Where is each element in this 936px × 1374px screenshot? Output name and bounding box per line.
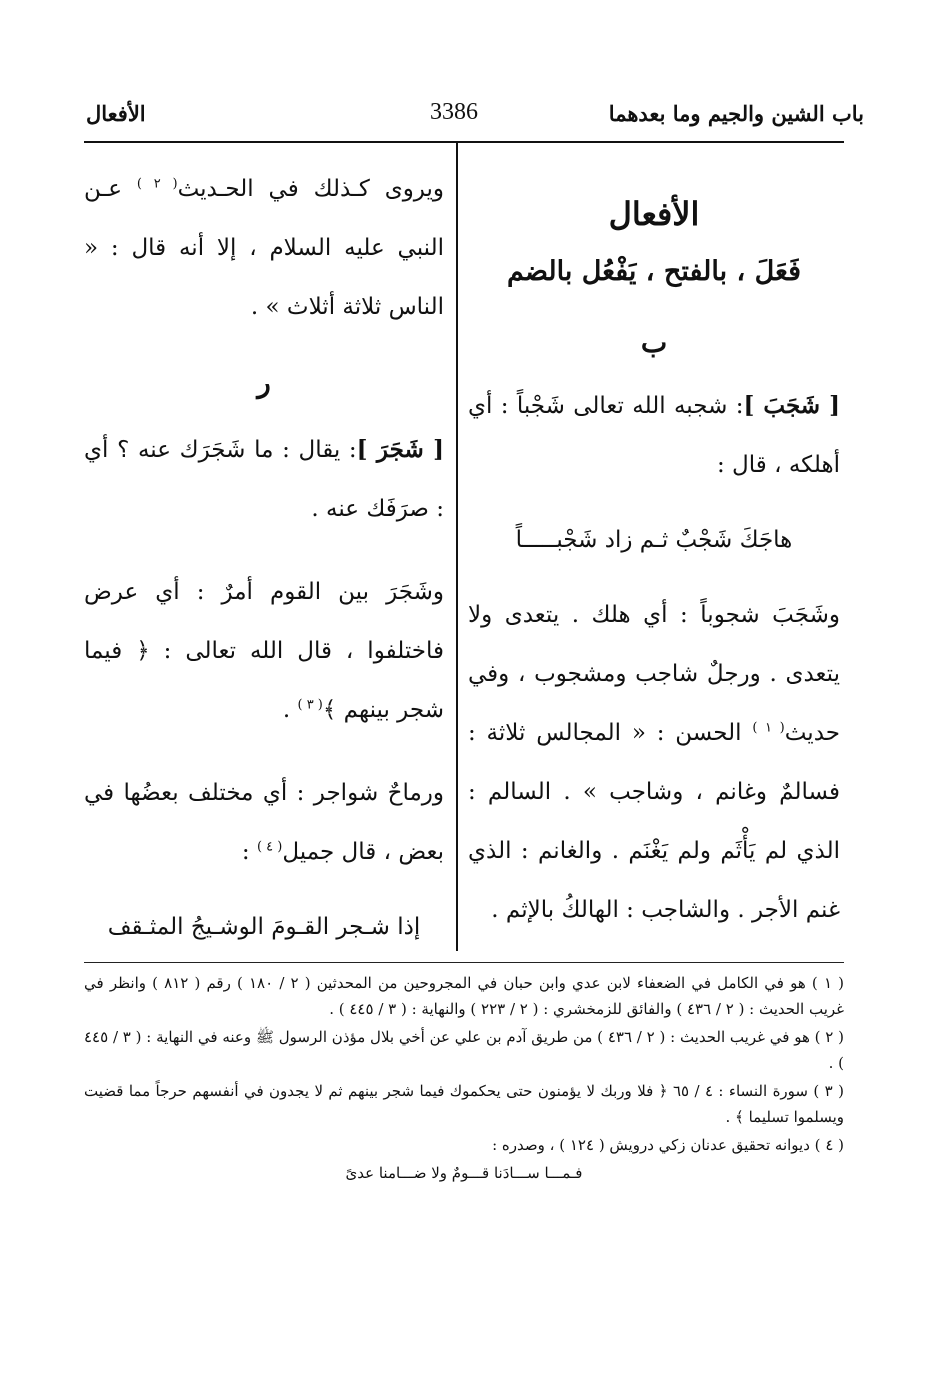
- footnote-ref-2: ( ٢ ): [136, 176, 178, 192]
- footnote-3: ( ٣ ) سورة النساء : ٤ / ٦٥ ﴿ فلا وربك لا يؤمنون حتى يحكموك فيما شجر بينهم ثم لا يجدون في أنفسهم حرجاً مما قضيت ويسلموا تسليما ﴾ .: [84, 1082, 844, 1126]
- entry-text: وشَجَبَ شجوباً : أي هلك . يتعدى ولا يتعدى . ورجلٌ شاجب ومشجوب ، وفي حديث: [468, 601, 840, 746]
- entry-shajara-between: وشَجَرَ بين القوم أمرٌ : أي عرض فاختلفوا ، قال الله تعالى : ﴿ فيما شجر بينهم ﴾$^{( ٣ )}$ .: [84, 578, 444, 723]
- letter-heading-ba: ب: [640, 326, 668, 360]
- entry-text-continued: الحسن : « المجالس ثلاثة : فسالمٌ وغانم ، وشاجب » . السالم : الذي لم يَأْثَم ولم يَغْنَم . والغانم : الذي غنم الأجر . والشاجب : الهالكُ بالإثم .: [468, 719, 840, 923]
- entry-text: وشَجَرَ بين القوم أمرٌ : أي عرض فاختلفوا ، قال الله تعالى : ﴿ فيما شجر بينهم ﴾: [84, 578, 444, 723]
- footnote-ref-3: ( ٣ ): [297, 697, 323, 713]
- right-column: [468, 160, 840, 940]
- footnote-rule: [84, 962, 844, 963]
- footnote-2: ( ٢ ) هو في غريب الحديث : ( ٢ / ٤٣٦ ) من طريق آدم بن علي عن أخي بلال مؤذن الرسول ﷺ وعنه في النهاية : ( ٣ / ٤٤٥ ) .: [84, 1028, 844, 1072]
- column-divider: [456, 141, 458, 951]
- footnote-ref-1: ( ١ ): [752, 720, 785, 736]
- footnote-1: ( ١ ) هو في الكامل في الضعفاء لابن عدي وابن حبان في المجروحين من المحدثين ( ٢ / ١٨٠ ) رقم ( ٨١٢ ) وانظر في غريب الحديث : ( ٢ / ٤٣٦ ) والفائق للزمخشري : ( ٢ / ٢٢٣ ) والنهاية : ( ٣ / ٤٤٥ ) .: [84, 974, 844, 1018]
- section-title: الأفعال: [608, 195, 700, 233]
- entry-text: ورماحٌ شواجر : أي مختلف بعضُها في بعض ، قال جميل: [84, 779, 444, 865]
- entry-headword: [ شَجَرَ ]: [356, 435, 444, 463]
- verse-line: إذا شـجر القـومَ الوشـيجُ المثـقف: [107, 913, 421, 940]
- entry-headword: [ شَجَبَ ]: [743, 391, 841, 419]
- entry-shajaba-intransitive: [468, 586, 840, 940]
- header-section-title: الأفعال: [86, 101, 146, 126]
- footnotes: [84, 970, 844, 1188]
- entry-text: : يقال : ما شَجَرَك عنه ؟ أي : صرَفَك عنه .: [84, 436, 444, 522]
- running-header: [72, 95, 864, 135]
- entry-shajaba: [468, 376, 840, 495]
- footnote-verse: فـمـــا ســـادَنا قـــومٌ ولا ضـــامنا عدىً: [345, 1164, 583, 1182]
- paragraph-text: ويروى كـذلك في الحـديث: [177, 176, 444, 202]
- entry-shajara: [84, 420, 444, 539]
- left-column: [84, 160, 444, 973]
- page-number: 3386: [430, 99, 478, 125]
- verse-line: هاجَكَ شَجْبٌ ثـم زاد شَجْبـــــاً: [515, 526, 793, 553]
- footnote-ref-4: ( ٤ ): [256, 839, 283, 855]
- paragraph-text-continued: عـن النبي عليه السلام ، إلا أنه قال : « الناس ثلاثة أثلاث » .: [84, 176, 444, 320]
- entry-shawajir: ورماحٌ شواجر : أي مختلف بعضُها في بعض ، قال جميل$^{( ٤ )}$ :: [84, 779, 444, 865]
- paragraph-hadith-variant: [84, 160, 444, 337]
- entry-text: : شجبه الله تعالى شَجْباً : أي أهلكه ، قال :: [468, 392, 840, 478]
- section-subtitle: فَعَلَ ، بالفتح ، يَفْعُل بالضم: [506, 256, 801, 287]
- letter-heading-ra: ر: [257, 366, 271, 399]
- header-chapter-title: باب الشين والجيم وما بعدهما: [608, 101, 864, 126]
- footnote-4: ( ٤ ) ديوانه تحقيق عدنان زكي درويش ( ١٢٤ ) ، وصدره :: [492, 1136, 844, 1154]
- header-rule: [84, 141, 844, 143]
